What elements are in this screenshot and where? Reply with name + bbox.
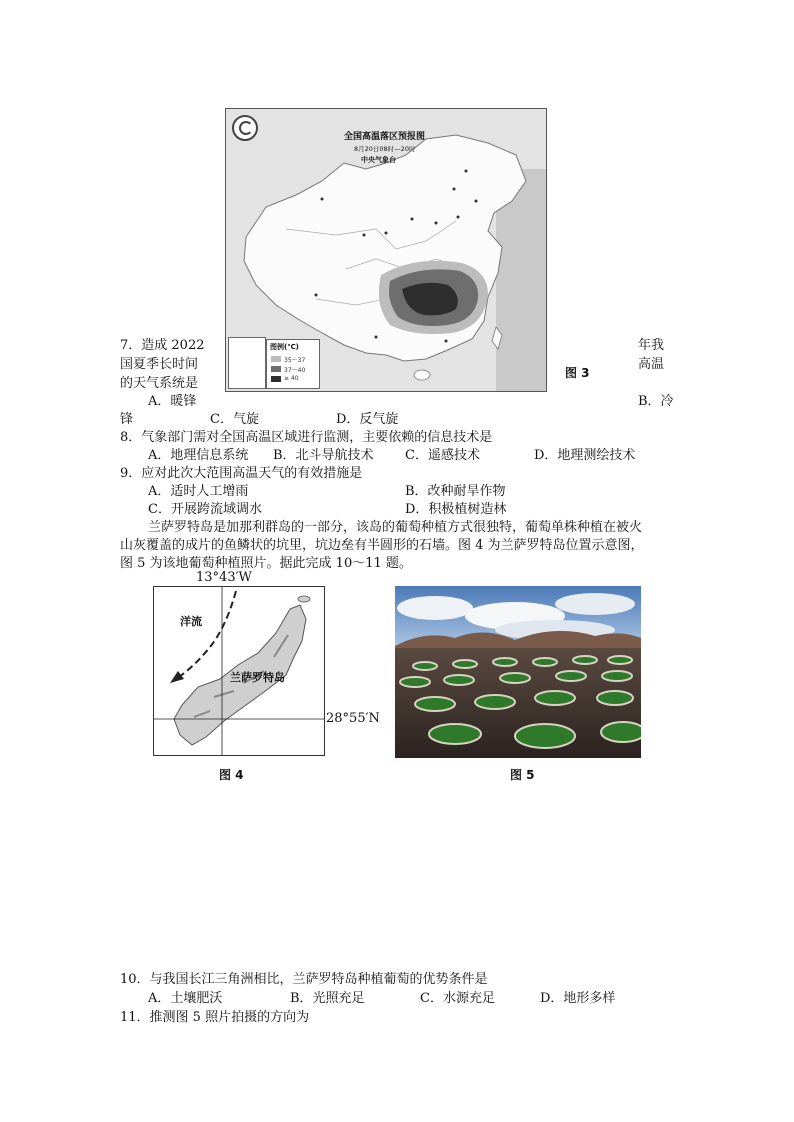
south-china-sea-inset (228, 337, 266, 389)
legend-swatch-1 (271, 356, 281, 362)
q7-option-b: B．冷 (638, 394, 674, 409)
china-outline (244, 135, 526, 361)
q10-option-a: A．土壤肥沃 (148, 991, 223, 1006)
fig4-latitude-label: 28°55′N (326, 711, 380, 726)
legend-swatch-2 (271, 366, 281, 372)
q7-line1-left: 7．造成 2022 (120, 338, 205, 353)
q10-option-d: D．地形多样 (540, 991, 616, 1006)
q9-stem: 9．应对此次大范围高温天气的有效措施是 (120, 466, 363, 481)
q7-option-a: A．暖锋 (148, 394, 197, 409)
q11-stem: 11．推测图 5 照片拍摄的方向为 (120, 1010, 310, 1025)
legend-label-3: ≥ 40 (284, 375, 299, 382)
q7-line5: 锋 (120, 412, 134, 427)
q7-line3-left: 的天气系统是 (120, 376, 199, 391)
q7-line2-right: 高温 (638, 357, 665, 372)
legend-label-2: 37～40 (284, 367, 306, 374)
q8-option-b: B．北斗导航技术 (273, 448, 374, 463)
passage-line-3: 图 5 为该地葡萄种植照片。据此完成 10～11 题。 (120, 556, 412, 571)
q7-line1-right: 年我 (638, 338, 665, 353)
legend-label-1: 35～37 (284, 357, 306, 364)
q9-option-c: C．开展跨流域调水 (148, 502, 262, 517)
q8-option-c: C．遥感技术 (405, 448, 480, 463)
legend-swatch-3 (271, 376, 281, 382)
figure-5-caption: 图 5 (510, 768, 535, 782)
figure-4-caption: 图 4 (219, 768, 244, 782)
q7-line2-left: 国夏季长时间 (120, 357, 199, 372)
q8-option-d: D．地理测绘技术 (534, 448, 636, 463)
q10-option-c: C．水源充足 (420, 991, 495, 1006)
figure-4-map (153, 586, 325, 756)
q9-option-b: B．改种耐旱作物 (405, 484, 506, 499)
q10-stem: 10．与我国长江三角洲相比，兰萨罗特岛种植葡萄的优势条件是 (120, 972, 488, 987)
figure-5-photo (395, 586, 641, 758)
cma-logo (232, 115, 258, 141)
q8-option-a: A．地理信息系统 (148, 448, 249, 463)
q7-option-c: C．气旋 (210, 412, 259, 427)
q10-option-b: B．光照充足 (290, 991, 365, 1006)
vineyard-photo-graphic (395, 586, 641, 758)
map-title: 全国高温落区预报图 (344, 132, 426, 142)
q8-stem: 8．气象部门需对全国高温区域进行监测，主要依赖的信息技术是 (120, 430, 493, 445)
passage-line-2: 山灰覆盖的成片的鱼鳞状的坑里，坑边垒有半圆形的石墙。图 4 为兰萨罗特岛位置示意图， (120, 538, 644, 553)
fig4-longitude-label: 13°43′W (196, 570, 252, 585)
q9-option-a: A．适时人工增雨 (148, 484, 249, 499)
legend-title: 图例(℃) (270, 343, 299, 351)
map-legend (266, 339, 320, 389)
island-label: 兰萨罗特岛 (230, 671, 285, 684)
map-agency: 中央气象台 (361, 156, 396, 164)
q9-option-d: D．积极植树造林 (405, 502, 507, 517)
ocean-current-arrow (176, 591, 236, 679)
figure-3-caption: 图 3 (565, 366, 590, 380)
passage-line-1: 兰萨罗特岛是加那利群岛的一部分，该岛的葡萄种植方式很独特，葡萄单株种植在被火 (148, 520, 643, 535)
map-date: 8月20日08时—20时 (354, 145, 416, 153)
figure-3-map (225, 108, 547, 392)
ocean-current-label: 洋流 (180, 615, 202, 628)
q7-option-d: D．反气旋 (336, 412, 399, 427)
